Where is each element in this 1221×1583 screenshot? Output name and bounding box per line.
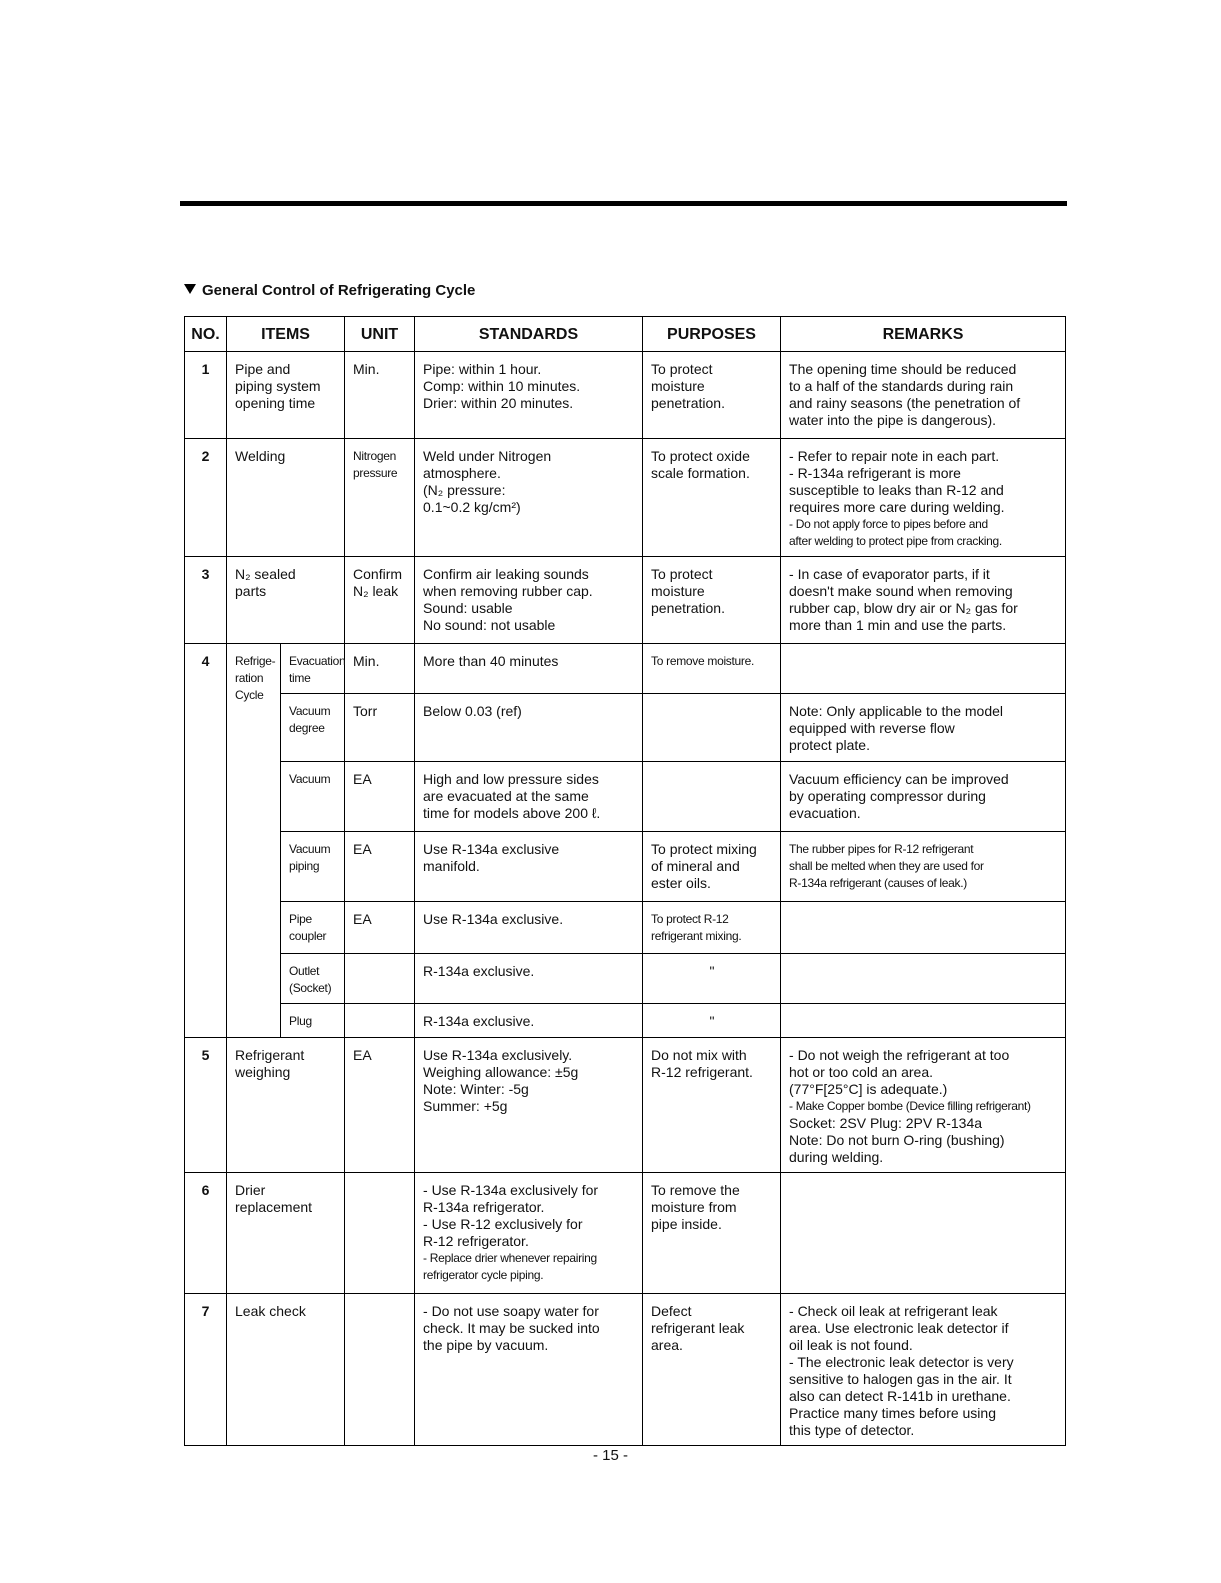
remarks-text-small: - Make Copper bombe (Device filling refrigerant) <box>789 1099 1031 1113</box>
sub-item-cell: Vacuum degree <box>281 694 345 762</box>
table-row <box>185 832 1066 902</box>
sub-item-cell: Plug <box>281 1004 345 1038</box>
header-purposes: PURPOSES <box>643 317 781 352</box>
remarks-text-small: - Do not apply force to pipes before and after welding to protect pipe from cracking. <box>789 517 1002 548</box>
purposes-cell: To remove the moisture from pipe inside. <box>643 1173 781 1294</box>
standards-cell: More than 40 minutes <box>415 644 643 694</box>
purposes-cell: To protect moisture penetration. <box>643 557 781 644</box>
table-row <box>185 557 1066 644</box>
standards-cell: Use R-134a exclusively. Weighing allowance: ±5g Note: Winter: -5g Summer: +5g <box>415 1038 643 1173</box>
purposes-cell: To protect mixing of mineral and ester oils. <box>643 832 781 902</box>
standards-cell: Use R-134a exclusive. <box>415 902 643 954</box>
standards-cell <box>415 1173 643 1294</box>
table-row <box>185 1004 1066 1038</box>
purposes-cell: To protect moisture penetration. <box>643 352 781 439</box>
standards-cell: - Do not use soapy water for check. It may be sucked into the pipe by vacuum. <box>415 1294 643 1446</box>
standards-cell: Confirm air leaking sounds when removing rubber cap. Sound: usable No sound: not usable <box>415 557 643 644</box>
unit-cell: EA <box>345 1038 415 1173</box>
remarks-cell: - In case of evaporator parts, if it doesn't make sound when removing rubber cap, blow dry air or N₂ gas for more than 1 min and use the parts. <box>781 557 1066 644</box>
group-cell: Refrige- ration Cycle <box>227 644 281 1038</box>
sub-item-cell: Vacuum <box>281 762 345 832</box>
unit-cell: Nitrogen pressure <box>345 439 415 557</box>
sub-item-cell: Vacuum piping <box>281 832 345 902</box>
remarks-cell: Vacuum efficiency can be improved by operating compressor during evacuation. <box>781 762 1066 832</box>
unit-cell: Torr <box>345 694 415 762</box>
row-number: 4 <box>185 644 227 1038</box>
refrigerating-cycle-table <box>184 316 1066 1446</box>
purposes-cell: To protect R-12 refrigerant mixing. <box>643 902 781 954</box>
remarks-cell <box>781 1038 1066 1173</box>
standards-cell: Pipe: within 1 hour. Comp: within 10 minutes. Drier: within 20 minutes. <box>415 352 643 439</box>
purposes-cell <box>643 694 781 762</box>
standards-cell: R-134a exclusive. <box>415 1004 643 1038</box>
remarks-cell: - Check oil leak at refrigerant leak area. Use electronic leak detector if oil leak is not found. - The electronic leak detector is very sensitive to halogen gas in the air. It also can detect R-141b in urethane. Practice many times before using this type of detector. <box>781 1294 1066 1446</box>
standards-text: - Use R-134a exclusively for R-134a refrigerator. - Use R-12 exclusively for R-12 refrigerator. <box>423 1182 599 1249</box>
item-cell: Refrigerant weighing <box>227 1038 345 1173</box>
item-cell: Welding <box>227 439 345 557</box>
item-cell: Drier replacement <box>227 1173 345 1294</box>
remarks-cell <box>781 954 1066 1004</box>
unit-cell <box>345 1004 415 1038</box>
standards-cell: Use R-134a exclusive manifold. <box>415 832 643 902</box>
unit-cell: EA <box>345 902 415 954</box>
header-standards: STANDARDS <box>415 317 643 352</box>
remarks-cell <box>781 902 1066 954</box>
standards-cell: Weld under Nitrogen atmosphere. (N₂ pressure: 0.1~0.2 kg/cm²) <box>415 439 643 557</box>
sub-item-cell: Pipe coupler <box>281 902 345 954</box>
row-number: 6 <box>185 1173 227 1294</box>
table-row <box>185 694 1066 762</box>
unit-cell <box>345 954 415 1004</box>
header-unit: UNIT <box>345 317 415 352</box>
remarks-cell <box>781 439 1066 557</box>
unit-cell: EA <box>345 762 415 832</box>
remarks-text: - Refer to repair note in each part. - R-134a refrigerant is more susceptible to leaks than R-12 and requires more care during welding. <box>789 448 1005 515</box>
table-row <box>185 762 1066 832</box>
unit-cell: Min. <box>345 352 415 439</box>
standards-cell: Below 0.03 (ref) <box>415 694 643 762</box>
standards-cell: High and low pressure sides are evacuated at the same time for models above 200 ℓ. <box>415 762 643 832</box>
row-number: 1 <box>185 352 227 439</box>
purposes-cell: To protect oxide scale formation. <box>643 439 781 557</box>
header-items: ITEMS <box>227 317 345 352</box>
remarks-cell <box>781 1173 1066 1294</box>
sub-item-cell: Evacuation time <box>281 644 345 694</box>
purposes-cell <box>643 762 781 832</box>
row-number: 3 <box>185 557 227 644</box>
header-row <box>185 317 1066 352</box>
unit-cell: EA <box>345 832 415 902</box>
unit-cell: Confirm N₂ leak <box>345 557 415 644</box>
unit-cell: Min. <box>345 644 415 694</box>
table-row <box>185 352 1066 439</box>
table-row <box>185 1294 1066 1446</box>
page-number: - 15 - <box>592 1447 628 1464</box>
remarks-cell: The opening time should be reduced to a half of the standards during rain and rainy seasons (the penetration of water into the pipe is dangerous). <box>781 352 1066 439</box>
standards-text-small: - Replace drier whenever repairing refrigerator cycle piping. <box>423 1251 597 1282</box>
item-cell: Pipe and piping system opening time <box>227 352 345 439</box>
header-no: NO. <box>185 317 227 352</box>
table-row <box>185 954 1066 1004</box>
table-row <box>185 902 1066 954</box>
purposes-cell: To remove moisture. <box>643 644 781 694</box>
triangle-bullet-icon <box>184 284 196 294</box>
unit-cell <box>345 1173 415 1294</box>
item-cell: Leak check <box>227 1294 345 1446</box>
table-row <box>185 439 1066 557</box>
row-number: 5 <box>185 1038 227 1173</box>
table-row <box>185 1173 1066 1294</box>
header-remarks: REMARKS <box>781 317 1066 352</box>
remarks-cell: The rubber pipes for R-12 refrigerant shall be melted when they are used for R-134a refrigerant (causes of leak.) <box>781 832 1066 902</box>
table-row <box>185 1038 1066 1173</box>
purposes-cell: Do not mix with R-12 refrigerant. <box>643 1038 781 1173</box>
purposes-cell: Defect refrigerant leak area. <box>643 1294 781 1446</box>
remarks-text: - Do not weigh the refrigerant at too hot or too cold an area. (77°F[25°C] is adequate.) <box>789 1047 1010 1097</box>
purposes-cell: " <box>643 1004 781 1038</box>
unit-cell <box>345 1294 415 1446</box>
remarks-cell <box>781 1004 1066 1038</box>
table-row <box>185 644 1066 694</box>
remarks-text: Socket: 2SV Plug: 2PV R-134a Note: Do not burn O-ring (bushing) during welding. <box>789 1115 1005 1165</box>
top-rule <box>180 201 1067 206</box>
sub-item-cell: Outlet (Socket) <box>281 954 345 1004</box>
remarks-cell <box>781 644 1066 694</box>
section-title: General Control of Refrigerating Cycle <box>184 282 475 299</box>
remarks-cell: Note: Only applicable to the model equipped with reverse flow protect plate. <box>781 694 1066 762</box>
item-cell: N₂ sealed parts <box>227 557 345 644</box>
row-number: 2 <box>185 439 227 557</box>
standards-cell: R-134a exclusive. <box>415 954 643 1004</box>
row-number: 7 <box>185 1294 227 1446</box>
purposes-cell: " <box>643 954 781 1004</box>
